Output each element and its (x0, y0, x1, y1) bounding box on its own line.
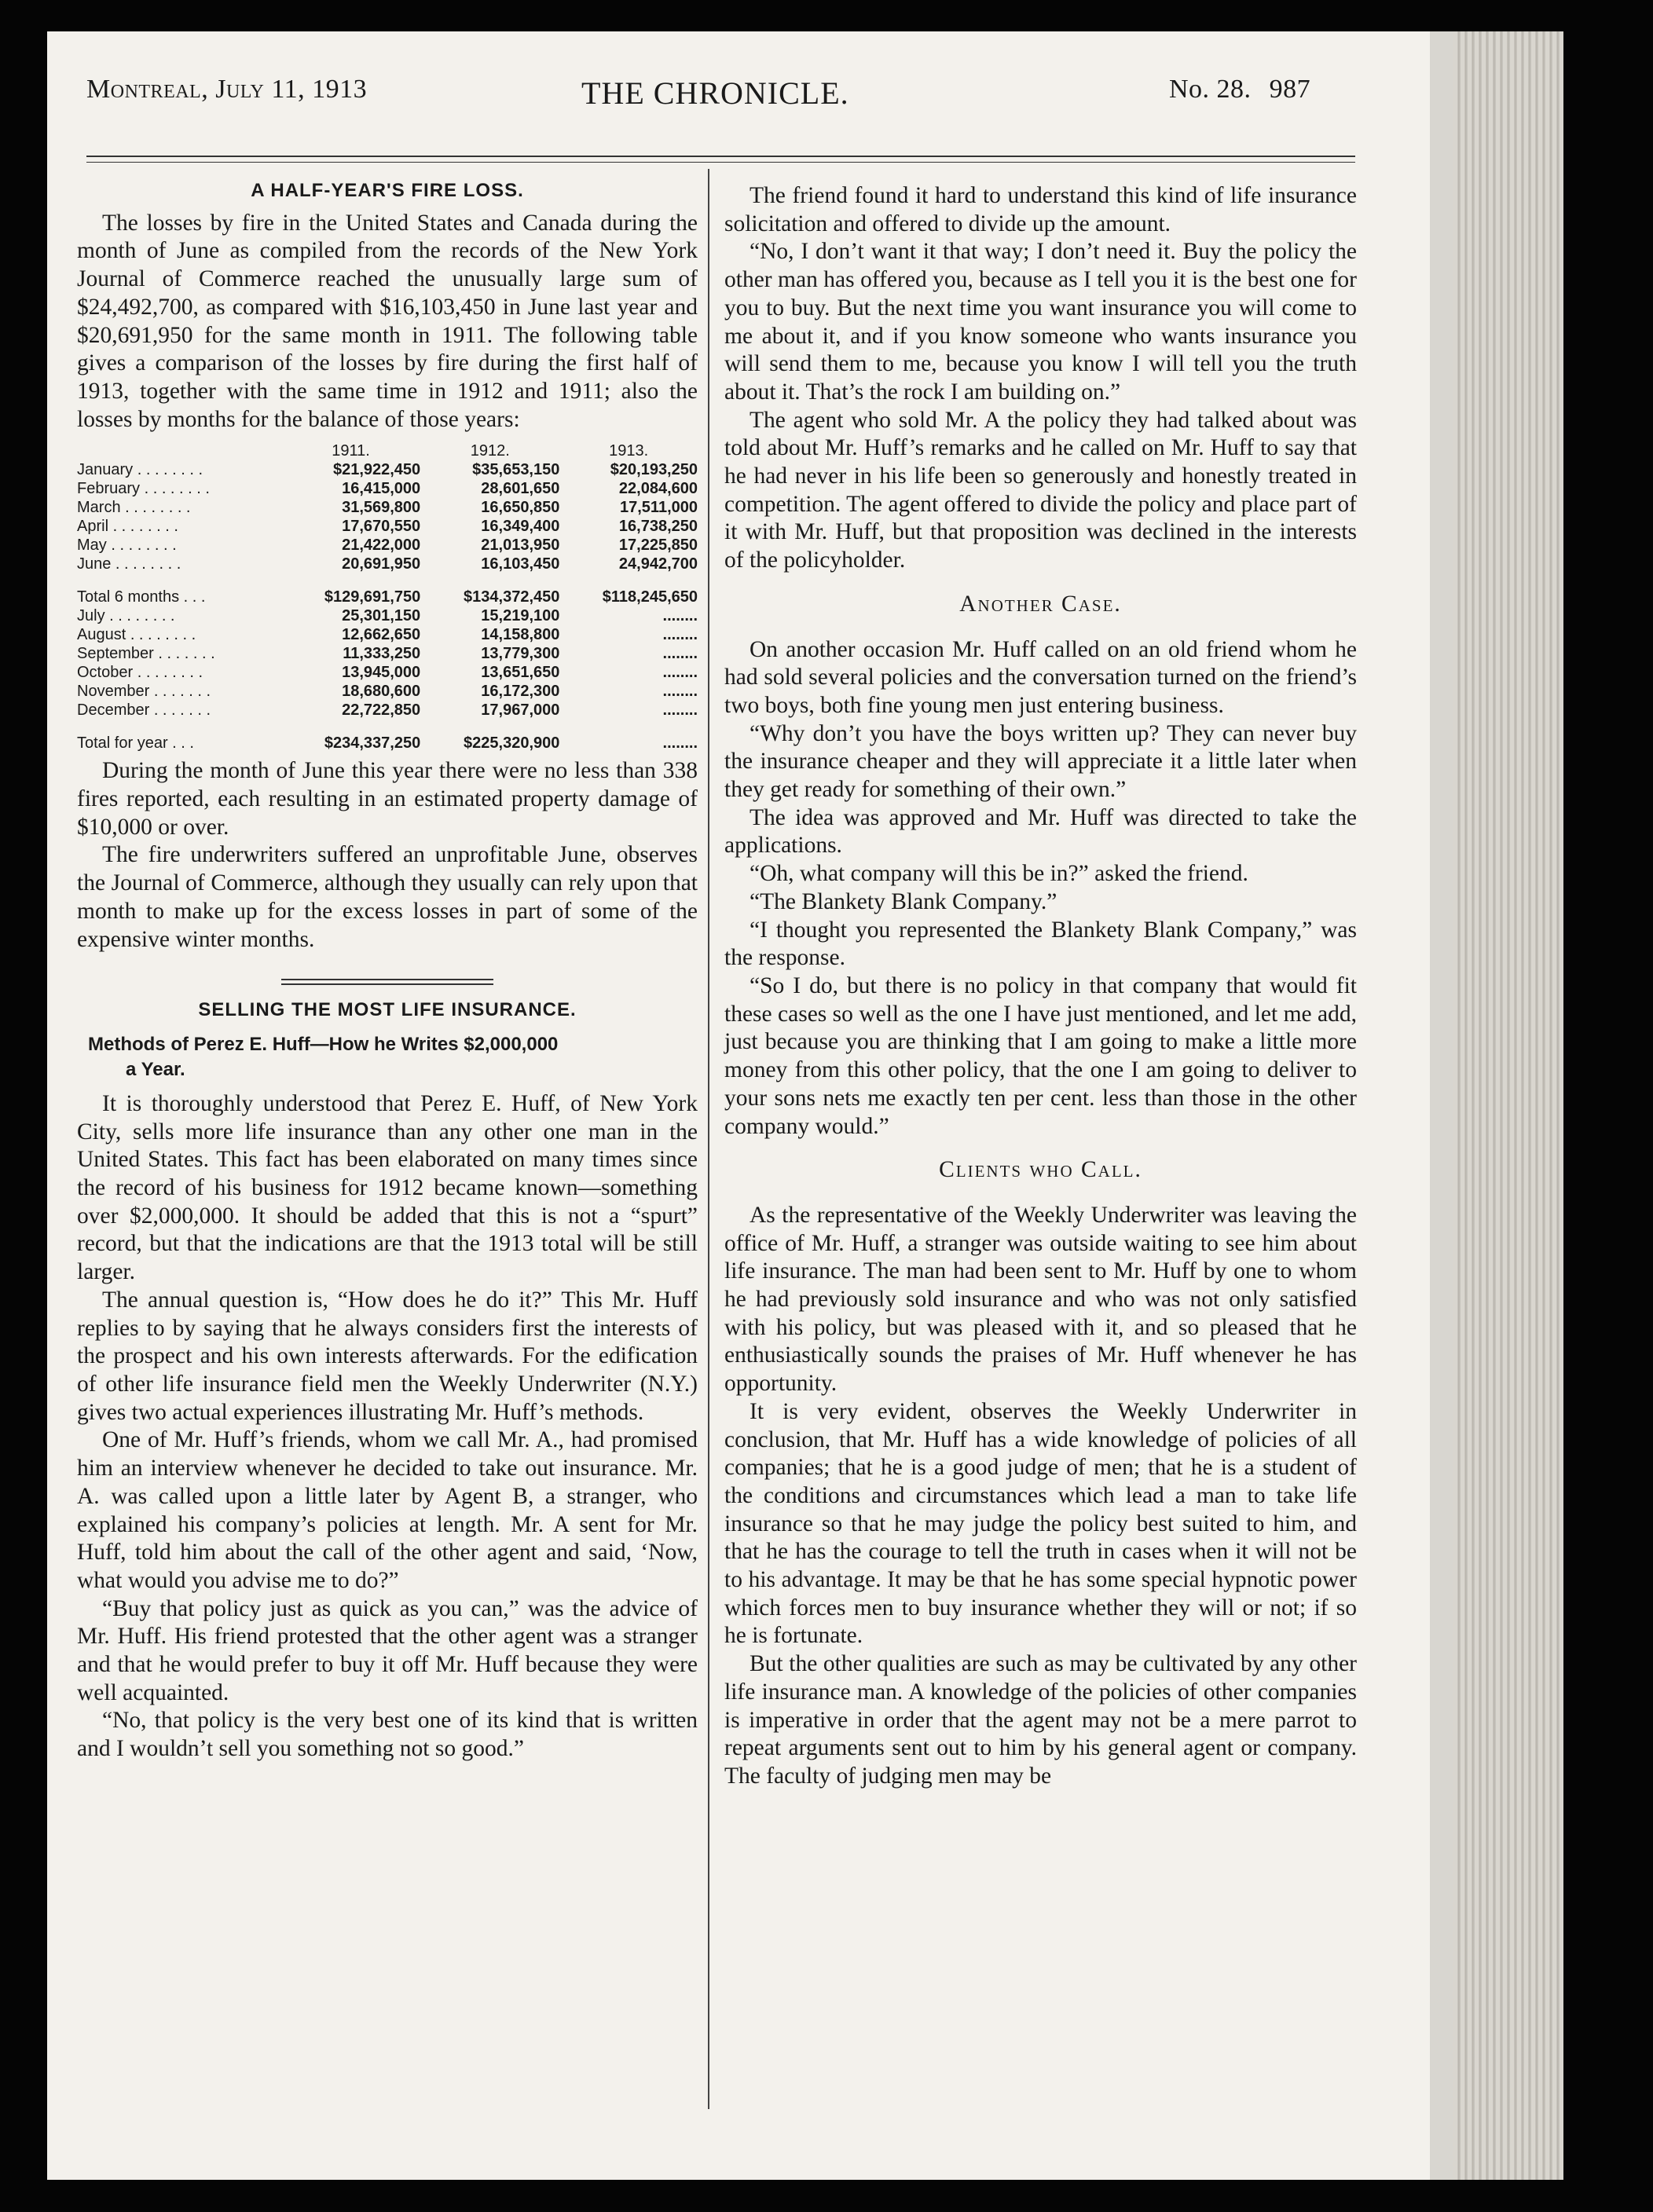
article-paragraph: As the representative of the Weekly Underwriter was leaving the office of Mr. Huff, a stranger was outside waiting to see him about life insurance. The man had been sent to Mr. Huff by one to whom he had previously sold insurance and who was not only satisfied with his policy, but was pleased with it, and so pleased that he enthusiastically sounds the praises of Mr. Huff whenever he has opportunity. (724, 1202, 1357, 1397)
article-paragraph: The idea was approved and Mr. Huff was directed to take the applications. (724, 804, 1357, 859)
section-heading-another-case: Another Case. (959, 591, 1122, 617)
article-paragraph: “I thought you represented the Blankety Blank Company,” was the response. (724, 917, 1357, 971)
article-paragraph: “No, that policy is the very best one of its kind that is written and I wouldn’t sell you something not so good.” (77, 1708, 698, 1762)
article-life-insurance-title: SELLING THE MOST LIFE INSURANCE. (198, 999, 577, 1021)
article-paragraph: “Oh, what company will this be in?” asked the friend. (750, 861, 1248, 887)
article-paragraph: The friend found it hard to understand this kind of life insurance solicitation and offered to divide up the amount. (724, 183, 1357, 236)
article-paragraph: The annual question is, “How does he do it?” This Mr. Huff replies to by saying that he always considers first the interests of the prospect and his own interests afterwards. For the edification of other life insurance field men the Weekly Underwriter (N.Y.) gives two actual experiences illustrating Mr. Huff’s methods. (77, 1287, 698, 1425)
fire-loss-intro: The losses by fire in the United States and Canada during the month of June as compiled from the records of the New York Journal of Commerce reached the unusually large sum of $24,492,700, as compared with $16,103,450 in June last year and $20,691,950 for the same month in 1911. The following table gives a comparison of the losses by fire during the first half of 1913, together with the same time in 1912 and 1911; also the losses by months for the balance of those years: (77, 210, 698, 432)
dateline: Montreal, July 11, 1913 (86, 75, 368, 104)
table-row: August . . . . . . . . 12,662,650 14,158,800 ........ (77, 626, 698, 644)
header-rule-bottom (86, 162, 1355, 163)
table-row: April . . . . . . . . 17,670,550 16,349,400 16,738,250 (77, 518, 698, 536)
issue-number: No. 28. (1169, 75, 1252, 104)
table-row: July . . . . . . . . 25,301,150 15,219,100 ........ (77, 607, 698, 625)
article-paragraph: “So I do, but there is no policy in that company that would fit these cases so well as the one I have just mentioned, and let me add, just because you are thinking that I am going to make a little more money from this other policy, that the one I am going to deliver to your sons nets me exactly ten per cent. less than those in the other company would.” (724, 972, 1357, 1139)
table-row: December . . . . . . . 22,722,850 17,967,000 ........ (77, 701, 698, 720)
article-paragraph: “The Blankety Blank Company.” (750, 888, 1057, 914)
table-row: June . . . . . . . . 20,691,950 16,103,450 24,942,700 (77, 555, 698, 573)
page-number: 987 (1269, 75, 1311, 104)
col-header-1912: 1912. (470, 442, 510, 460)
table-total-row: Total for year . . . $234,337,250 $225,320,900 ........ (77, 734, 698, 753)
table-header-row (77, 441, 698, 460)
table-row: November . . . . . . . 18,680,600 16,172,300 ........ (77, 683, 698, 701)
header-rule-top (86, 156, 1355, 157)
article-paragraph: “Buy that policy just as quick as you can,” was the advice of Mr. Huff. His friend protested that the other agent was a stranger and that he would prefer to buy it off Mr. Huff because they were well acquainted. (77, 1595, 698, 1705)
col-header-1911: 1911. (332, 442, 370, 460)
article-paragraph: “No, I don’t want it that way; I don’t need it. Buy the policy the other man has offered you, because as I tell you it is the best one for you to buy. But the next time you want insurance you will come to me about it, and if you know someone who wants insurance you will send them to me, because you know I will tell you the truth about it. That’s the rock I am building on.” (724, 239, 1357, 405)
scan-border-right (1563, 0, 1653, 2212)
page-edge-shadow (1430, 31, 1453, 2180)
table-row: February . . . . . . . . 16,415,000 28,601,650 22,084,600 (77, 480, 698, 498)
column-divider (708, 169, 709, 2109)
table-row: October . . . . . . . . 13,945,000 13,651,650 ........ (77, 664, 698, 682)
article-fire-loss-title: A HALF-YEAR'S FIRE LOSS. (251, 180, 524, 201)
left-column (77, 177, 698, 1763)
article-paragraph: On another occasion Mr. Huff called on an old friend whom he had sold several policies and the conversation turned on the friend’s two boys, both fine young men just entering business. (724, 636, 1357, 718)
table-row: March . . . . . . . . 31,569,800 16,650,850 17,511,000 (77, 499, 698, 517)
article-paragraph: It is very evident, observes the Weekly Underwriter in conclusion, that Mr. Huff has a wide knowledge of policies of all companies; that he is a good judge of men; that he is a student of the conditions and circumstances which lead a man to take life insurance so that he may judge the policy best suited to him, and that he has the courage to tell the truth in cases when it will not be to his advantage. It may be that he has some special hypnotic power which forces men to buy insurance whether they will or not; if so he is fortunate. (724, 1398, 1357, 1649)
col-header-1913: 1913. (609, 442, 649, 460)
table-row: May . . . . . . . . 21,422,000 21,013,950 17,225,850 (77, 537, 698, 555)
section-heading-clients-who-call: Clients who Call. (939, 1157, 1142, 1183)
article-paragraph: “Why don’t you have the boys written up? They can never buy the insurance cheaper and they will appreciate it a little later when they get ready for something of their own.” (724, 720, 1357, 803)
section-separator (281, 979, 493, 985)
fire-loss-table (77, 441, 698, 753)
table-total-row: Total 6 months . . . $129,691,750 $134,372,450 $118,245,650 (77, 588, 698, 606)
stacked-page-edges (1453, 31, 1563, 2180)
fire-loss-paragraph: The fire underwriters suffered an unprofitable June, observes the Journal of Commerce, although they usually can rely upon that month to make up for the excess losses in part of some of the expensive winter months. (77, 842, 698, 952)
article-paragraph: One of Mr. Huff’s friends, whom we call Mr. A., had promised him an interview whenever he decided to take out insurance. Mr. A. was called upon a little later by Agent B, a stranger, who explained his company’s policies at length. Mr. A sent for Mr. Huff, told him about the call of the other agent and said, ‘Now, what would you advise me to do?” (77, 1427, 698, 1593)
table-row: January . . . . . . . . $21,922,450 $35,653,150 $20,193,250 (77, 461, 698, 479)
table-row: September . . . . . . . 11,333,250 13,779,300 ........ (77, 645, 698, 663)
issue-and-page (1169, 75, 1310, 104)
article-subtitle: Methods of Perez E. Huff—How he Writes $2,000,000 a Year. (88, 1033, 559, 1080)
scan-border-left (0, 0, 47, 2212)
publication-title: THE CHRONICLE. (581, 75, 849, 111)
article-paragraph: But the other qualities are such as may be cultivated by any other life insurance man. A knowledge of the policies of other companies is imperative in order that the agent may not be a mere parrot to repeat arguments sent out to him by his general agent or company. The faculty of judging men may be (724, 1651, 1357, 1789)
fire-loss-paragraph: During the month of June this year there were no less than 338 fires reported, each resulting in an estimated property damage of $10,000 or over. (77, 758, 698, 840)
article-paragraph: The agent who sold Mr. A the policy they had talked about was told about Mr. Huff’s remarks and he called on Mr. Huff to say that he had never in his life been so generously and honestly treated in competition. The agent offered to divide the policy and place part of it with Mr. Huff, but that proposition was declined in the interests of the policyholder. (724, 407, 1357, 573)
right-column (724, 182, 1357, 1791)
scan-border-bottom (0, 2180, 1653, 2212)
scan-border-top (0, 0, 1653, 31)
article-paragraph: It is thoroughly understood that Perez E. Huff, of New York City, sells more life insurance than any other one man in the United States. This fact has been elaborated on many times since the record of his business for 1912 became known—something over $2,000,000. It should be added that this is not a “spurt” record, but that the indications are that the 1913 total will be still larger. (77, 1090, 698, 1285)
